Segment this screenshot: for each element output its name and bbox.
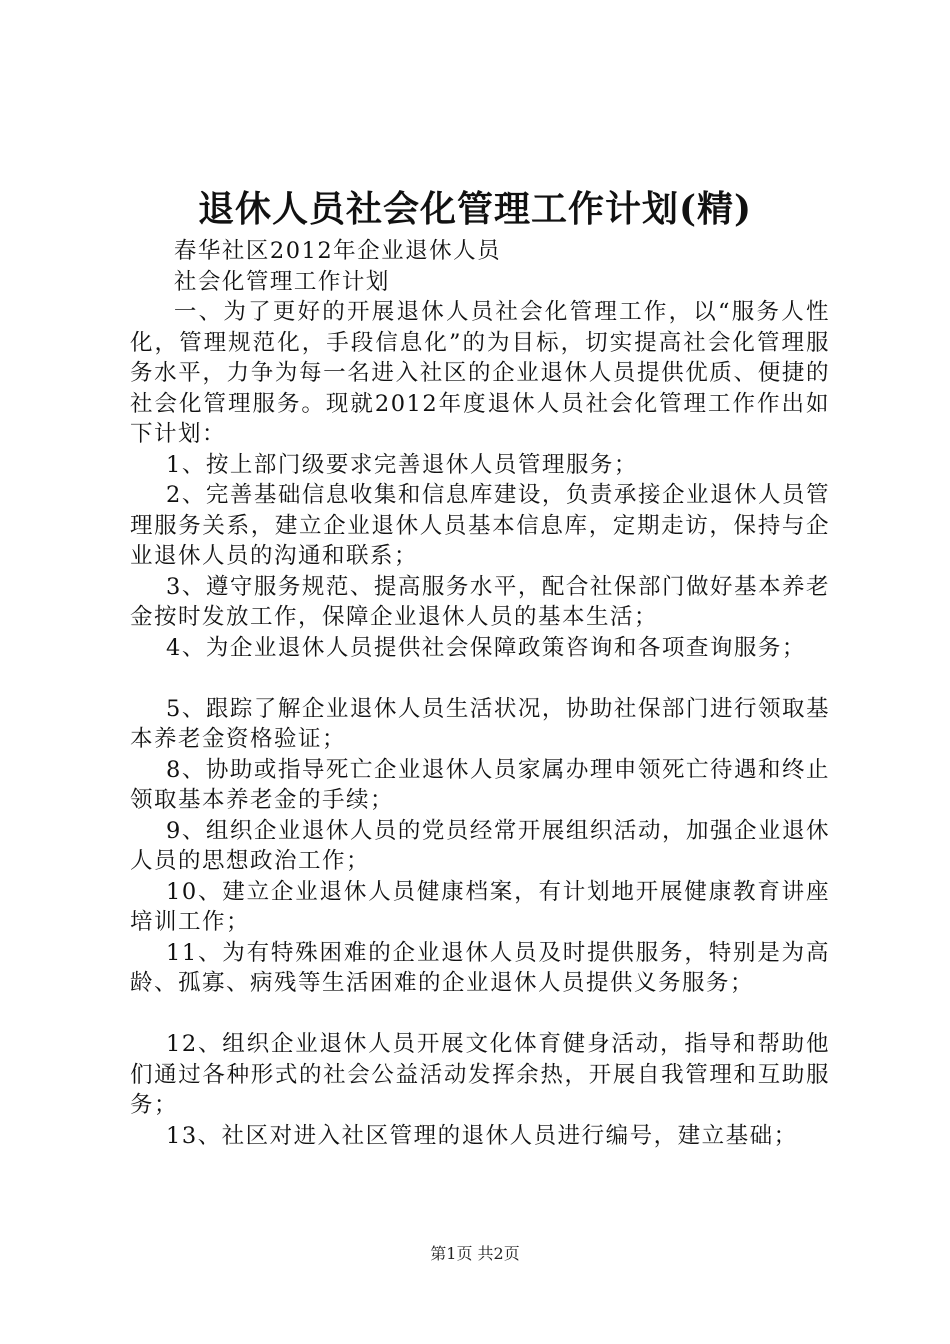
page-number-label: 第1页 共2页 <box>430 1244 520 1263</box>
document-title: 退休人员社会化管理工作计划(精) <box>197 188 753 230</box>
paragraph-item-10: 10、建立企业退休人员健康档案，有计划地开展健康教育讲座培训工作； <box>130 878 830 935</box>
paragraph-item-11: 11、为有特殊困难的企业退休人员及时提供服务，特别是为高龄、孤寡、病残等生活困难的企业退休人员提供义务服务； <box>130 939 830 996</box>
subtitle-line-2: 社会化管理工作计划 <box>173 268 390 295</box>
paragraph-item-5: 5、跟踪了解企业退休人员生活状况，协助社保部门进行领取基本养老金资格验证； <box>130 695 830 752</box>
paragraph-item-4: 4、为企业退休人员提供社会保障政策咨询和各项查询服务； <box>166 634 806 661</box>
paragraph-item-2: 2、完善基础信息收集和信息库建设，负责承接企业退休人员管理服务关系，建立企业退休人员基本信息库，定期走访，保持与企业退休人员的沟通和联系； <box>130 482 830 569</box>
paragraph-item-1: 1、按上部门级要求完善退休人员管理服务； <box>166 451 638 478</box>
page-footer <box>0 1243 950 1265</box>
document-body <box>130 236 830 1151</box>
paragraph-item-3: 3、遵守服务规范、提高服务水平，配合社保部门做好基本养老金按时发放工作，保障企业退休人员的基本生活； <box>130 573 830 630</box>
paragraph-item-12: 12、组织企业退休人员开展文化体育健身活动，指导和帮助他们通过各种形式的社会公益活动发挥余热，开展自我管理和互助服务； <box>130 1031 830 1118</box>
paragraph-item-9: 9、组织企业退休人员的党员经常开展组织活动，加强企业退休人员的思想政治工作； <box>130 817 830 874</box>
paragraph-item-13: 13、社区对进入社区管理的退休人员进行编号，建立基础； <box>166 1122 798 1149</box>
paragraph-gap <box>130 663 830 694</box>
paragraph-intro: 一、为了更好的开展退休人员社会化管理工作，以“服务人性化，管理规范化，手段信息化”的为目标，切实提高社会化管理服务水平，力争为每一名进入社区的企业退休人员提供优质、便捷的社会化管理服务。现就2012年度退休人员社会化管理工作作出如下计划： <box>130 299 830 447</box>
subtitle-line-1: 春华社区2012年企业退休人员 <box>173 238 502 264</box>
paragraph-gap <box>130 999 830 1030</box>
paragraph-item-8: 8、协助或指导死亡企业退休人员家属办理申领死亡待遇和终止领取基本养老金的手续； <box>130 756 830 813</box>
